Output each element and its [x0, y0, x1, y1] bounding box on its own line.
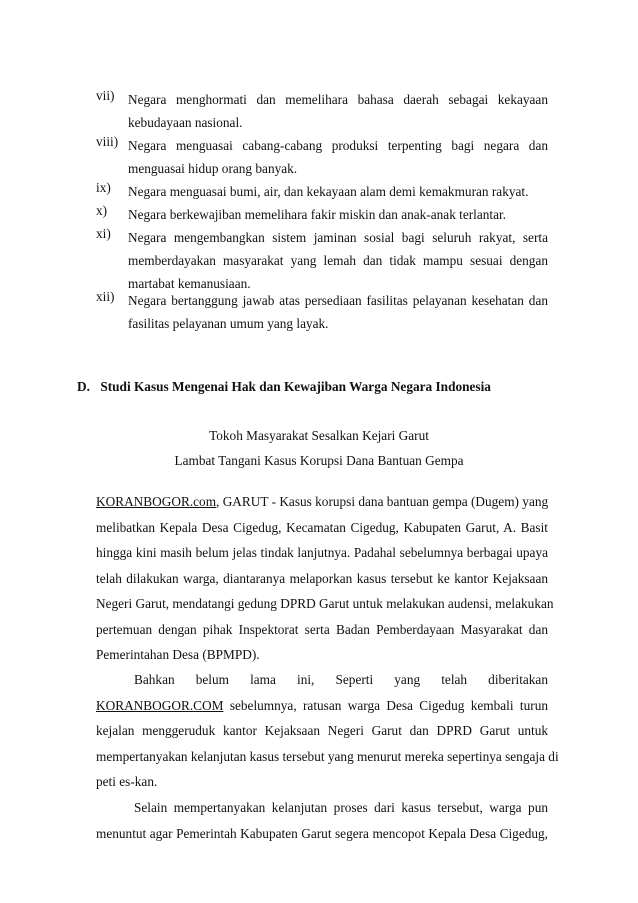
paragraph-line: pertemuan dengan pihak Inspektorat serta Badan Pemberdayaan Masyarakat dan — [96, 621, 548, 637]
paragraph-text: , GARUT - Kasus korupsi dana bantuan gempa (Dugem) yang — [216, 494, 549, 509]
paragraph-line: kejalan menggeruduk kantor Kejaksaan Negeri Garut dan DPRD Garut untuk — [96, 723, 548, 738]
paragraph-line: Selain mempertanyakan kelanjutan proses dari kasus tersebut, warga pun — [134, 800, 548, 815]
article-title-line2: Lambat Tangani Kasus Korupsi Dana Bantuan Gempa — [174, 453, 464, 468]
paragraph-line: peti es-kan. — [96, 774, 158, 789]
koranbogor-link[interactable]: KORANBOGOR.COM — [96, 697, 224, 713]
list-number: vii) — [96, 88, 115, 103]
list-text-line: fasilitas pelayanan umum yang layak. — [128, 316, 329, 331]
paragraph-line: Negeri Garut, mendatangi gedung DPRD Garut untuk melakukan audensi, melakukan — [96, 596, 554, 611]
paragraph-line — [96, 489, 548, 515]
paragraph-line: Bahkan belum lama ini, Seperti yang telah diberitakan — [134, 672, 548, 687]
paragraph-text: sebelumnya, ratusan warga Desa Cigedug kembali turun — [223, 697, 548, 713]
article-paragraph-1 — [96, 489, 554, 668]
list-item-ix — [96, 180, 548, 203]
section-letter: D. — [77, 379, 90, 394]
article-title-line1: Tokoh Masyarakat Sesalkan Kejari Garut — [209, 428, 429, 443]
section-title: Studi Kasus Mengenai Hak dan Kewajiban Warga Negara Indonesia — [100, 379, 491, 394]
list-number: xi) — [96, 226, 111, 241]
paragraph-line: telah dilakukan warga, diantaranya melaporkan kasus tersebut ke kantor Kejaksaan — [96, 570, 548, 586]
list-item-x — [96, 203, 548, 226]
paragraph-line — [96, 693, 548, 719]
list-item-xii — [96, 289, 548, 335]
paragraph-line: Pemerintahan Desa (BPMPD). — [96, 647, 260, 662]
list-number: xii) — [96, 289, 115, 304]
paragraph-line: melibatkan Kepala Desa Cigedug, Kecamatan Cigedug, Kabupaten Garut, A. Basit — [96, 519, 548, 535]
list-text-line: Negara bertanggung jawab atas persediaan fasilitas pelayanan kesehatan dan — [128, 293, 548, 308]
paragraph-line: hingga kini masih belum jelas tindak lanjutnya. Padahal sebelumnya berbagai upaya — [96, 545, 548, 560]
list-item-viii — [96, 134, 548, 180]
list-number: x) — [96, 203, 108, 218]
list-item-xi — [96, 226, 548, 295]
list-text-line: Negara berkewajiban memelihara fakir miskin dan anak-anak terlantar. — [128, 207, 507, 222]
list-text-line: kebudayaan nasional. — [128, 115, 243, 130]
list-text-line: Negara menghormati dan memelihara bahasa daerah sebagai kekayaan — [128, 92, 548, 107]
list-text-line: Negara mengembangkan sistem jaminan sosial bagi seluruh rakyat, serta — [128, 230, 548, 245]
list-item-vii — [96, 88, 548, 134]
koranbogor-link[interactable]: KORANBOGOR.com — [96, 494, 217, 509]
article-paragraph-3 — [96, 795, 548, 846]
list-text-line: menguasai hidup orang banyak. — [128, 161, 298, 176]
list-text-line: Negara menguasai bumi, air, dan kekayaan alam demi kemakmuran rakyat. — [128, 184, 529, 199]
paragraph-line: menuntut agar Pemerintah Kabupaten Garut segera mencopot Kepala Desa Cigedug, — [96, 825, 548, 841]
paragraph-line: mempertanyakan kelanjutan kasus tersebut yang menurut mereka sepertinya sengaja di — [96, 748, 559, 764]
list-text-line: memberdayakan masyarakat yang lemah dan tidak mampu sesuai dengan — [128, 253, 548, 268]
list-number: viii) — [96, 134, 119, 149]
list-text-line: Negara menguasai cabang-cabang produksi terpenting bagi negara dan — [128, 138, 548, 153]
section-heading — [77, 379, 491, 395]
list-text-line: martabat kemanusiaan. — [128, 276, 251, 291]
article-paragraph-2 — [96, 667, 559, 795]
list-number: ix) — [96, 180, 111, 195]
